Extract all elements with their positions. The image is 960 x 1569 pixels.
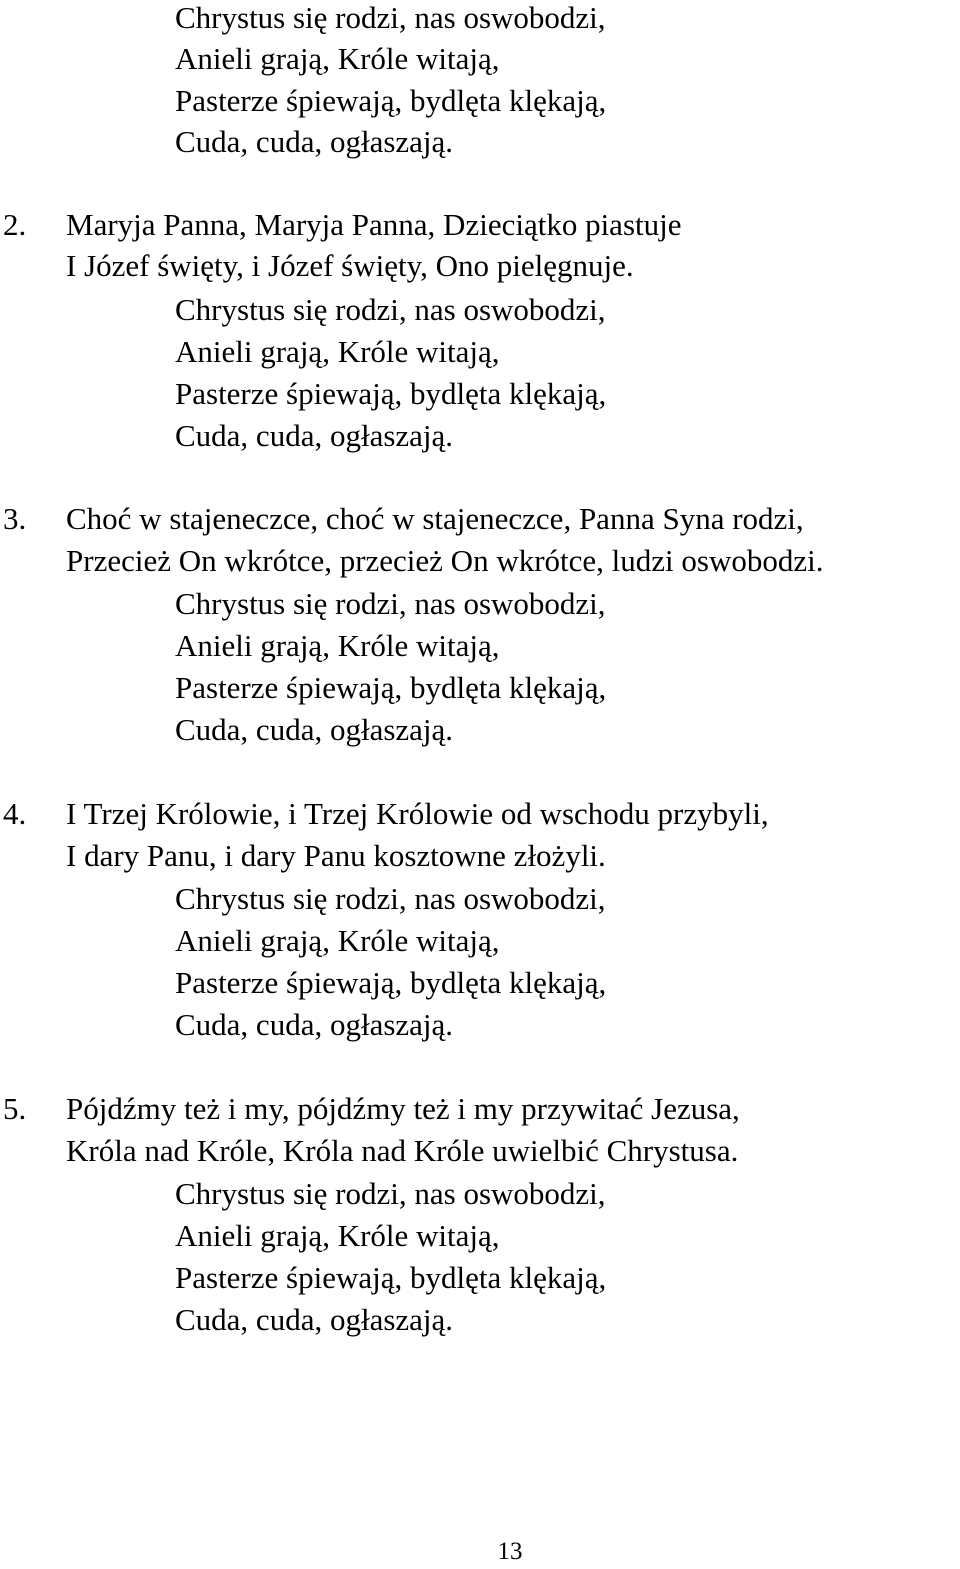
refrain-line: Anieli grają, Króle witają,	[175, 1218, 500, 1253]
refrain-line: Anieli grają, Króle witają,	[175, 628, 500, 663]
refrain-line: Pasterze śpiewają, bydlęta klękają,	[175, 376, 607, 411]
refrain-line: Anieli grają, Króle witają,	[175, 923, 500, 958]
refrain-line: Pasterze śpiewają, bydlęta klękają,	[175, 1260, 607, 1295]
verse-line: Choć w stajeneczce, choć w stajeneczce, Panna Syna rodzi,	[66, 501, 804, 536]
verse-line: Króla nad Króle, Króla nad Króle uwielbić Chrystusa.	[66, 1133, 739, 1168]
refrain-line: Anieli grają, Króle witają,	[175, 334, 500, 369]
refrain-line: Chrystus się rodzi, nas oswobodzi,	[175, 1176, 606, 1211]
refrain-line: Pasterze śpiewają, bydlęta klękają,	[175, 670, 607, 705]
refrain-line: Chrystus się rodzi, nas oswobodzi,	[175, 586, 606, 621]
refrain-line: Chrystus się rodzi, nas oswobodzi,	[175, 0, 606, 35]
verse-number: 5.	[3, 1091, 27, 1126]
verse-number: 4.	[3, 796, 27, 831]
verse-line: I dary Panu, i dary Panu kosztowne złożyli.	[66, 838, 606, 873]
verse-number: 2.	[3, 207, 27, 242]
page-number: 13	[497, 1538, 523, 1565]
verse-number: 3.	[3, 501, 27, 536]
verse-line: Maryja Panna, Maryja Panna, Dzieciątko piastuje	[66, 207, 682, 242]
refrain-line: Cuda, cuda, ogłaszają.	[175, 124, 454, 159]
refrain-line: Pasterze śpiewają, bydlęta klękają,	[175, 965, 607, 1000]
verse-line: I Trzej Królowie, i Trzej Królowie od wschodu przybyli,	[66, 796, 769, 831]
refrain-line: Chrystus się rodzi, nas oswobodzi,	[175, 292, 606, 327]
refrain-line: Cuda, cuda, ogłaszają.	[175, 1302, 454, 1337]
refrain-line: Cuda, cuda, ogłaszają.	[175, 712, 454, 747]
verse-line: Pójdźmy też i my, pójdźmy też i my przywitać Jezusa,	[66, 1091, 740, 1126]
refrain-line: Pasterze śpiewają, bydlęta klękają,	[175, 83, 607, 118]
refrain-line: Chrystus się rodzi, nas oswobodzi,	[175, 881, 606, 916]
verse-line: Przecież On wkrótce, przecież On wkrótce, ludzi oswobodzi.	[66, 543, 824, 578]
verse-line: I Józef święty, i Józef święty, Ono pielęgnuje.	[66, 248, 634, 283]
refrain-line: Anieli grają, Króle witają,	[175, 41, 500, 76]
refrain-line: Cuda, cuda, ogłaszają.	[175, 1007, 454, 1042]
refrain-line: Cuda, cuda, ogłaszają.	[175, 418, 454, 453]
